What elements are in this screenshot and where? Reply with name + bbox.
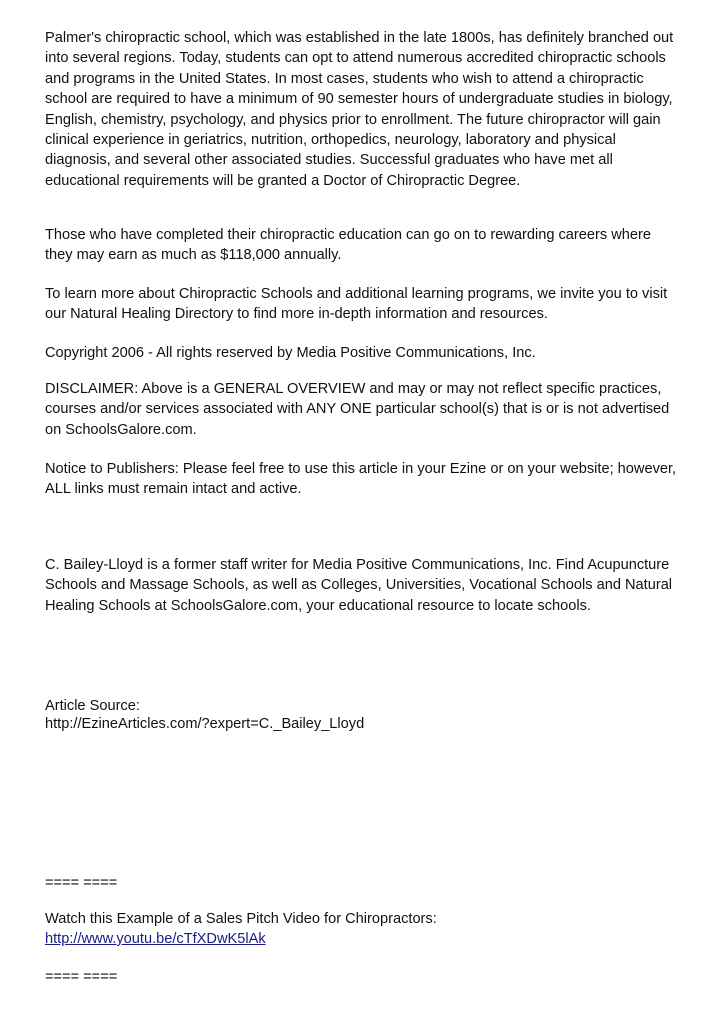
paragraph-copyright: Copyright 2006 - All rights reserved by Media Positive Communications, Inc.: [45, 345, 536, 361]
video-link[interactable]: http://www.youtu.be/cTfXDwK5lAk: [45, 931, 266, 947]
separator-bottom: ==== ====: [45, 969, 118, 985]
paragraph-notice-to-publishers: Notice to Publishers: Please feel free to use this article in your Ezine or on your website; however, ALL links must remain intact and active.: [45, 461, 677, 498]
video-intro: Watch this Example of a Sales Pitch Video for Chiropractors:: [45, 911, 437, 927]
paragraph-author-bio: C. Bailey-Lloyd is a former staff writer for Media Positive Communications, Inc. Find Acupuncture Schools and Massage Schools, as well as Colleges, Universities, Vocational Schools and Natural Healing Schools at SchoolsGalore.com, your educational resource to locate schools.: [45, 557, 673, 614]
paragraph-learn-more: To learn more about Chiropractic Schools and additional learning programs, we invite you to visit our Natural Healing Directory to find more in-depth information and resources.: [45, 286, 668, 323]
article-source-url: http://EzineArticles.com/?expert=C._Bailey_Lloyd: [45, 716, 365, 732]
separator-top: ==== ====: [45, 875, 118, 891]
article-source-label: Article Source:: [45, 698, 140, 714]
paragraph-chiropractic-schools: Palmer's chiropractic school, which was established in the late 1800s, has definitely branched out into several regions. Today, students can opt to attend numerous accredited chiropractic schools and programs in the United States. In most cases, students who wish to attend a chiropractic school are required to have a minimum of 90 semester hours of undergraduate studies in biology, English, chemistry, psychology, and physics prior to enrollment. The future chiropractor will gain clinical experience in geriatrics, nutrition, orthopedics, neurology, laboratory and physical diagnosis, and several other associated studies. Successful graduates who have met all educational requirements will be granted a Doctor of Chiropractic Degree.: [45, 30, 674, 189]
paragraph-disclaimer: DISCLAIMER: Above is a GENERAL OVERVIEW and may or may not reflect specific practices, courses and/or services associated with ANY ONE particular school(s) that is or is not advertised on SchoolsGalore.com.: [45, 381, 670, 438]
paragraph-careers: Those who have completed their chiropractic education can go on to rewarding careers where they may earn as much as $118,000 annually.: [45, 227, 651, 264]
video-link-line: [45, 929, 695, 949]
